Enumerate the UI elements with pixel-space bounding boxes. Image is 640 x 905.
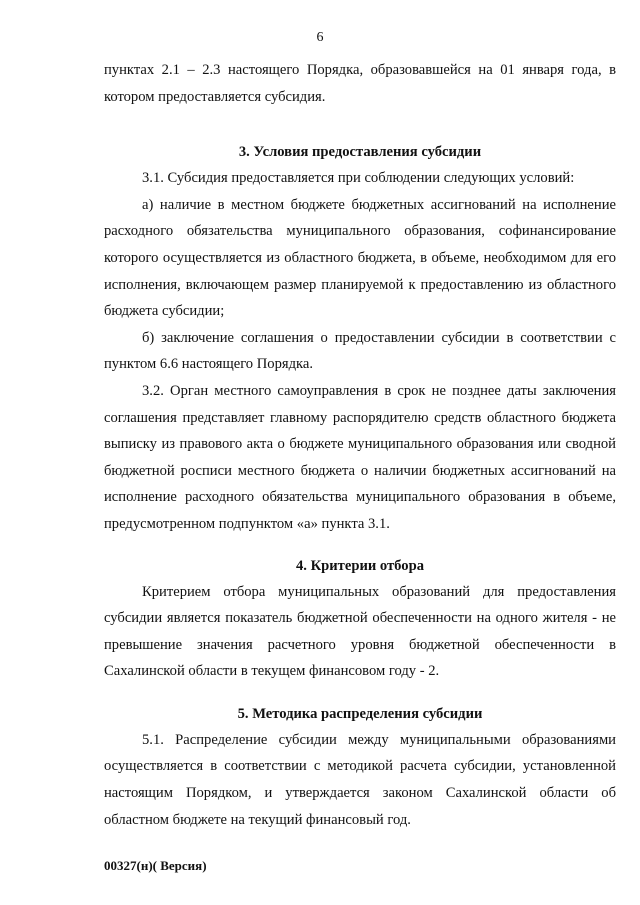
section-3-item-a: а) наличие в местном бюджете бюджетных ассигнований на исполнение расходного обязательства муниципального образования, софинансирование которого осуществляется из областного бюджета, в объеме, необходимом для его исполнения, включающем размер планируемой к предоставлению из областного бюджета субсидии;: [104, 196, 616, 320]
section-3-heading: 3. Условия предоставления субсидии: [238, 144, 482, 161]
document-body: [104, 57, 616, 833]
section-3-paragraph-3-2: 3.2. Орган местного самоуправления в срок не позднее даты заключения соглашения представляет главному распорядителю средств областного бюджета выписку из правового акта о бюджете муниципального образования или сводной бюджетной росписи местного бюджета о наличии бюджетных ассигнований на исполнение расходного обязательства муниципального образования в объеме, предусмотренном подпунктом «а» пункта 3.1.: [104, 382, 616, 532]
section-4-heading: 4. Критерии отбора: [295, 557, 425, 574]
section-5-paragraph-5-1: 5.1. Распределение субсидии между муниципальными образованиями осуществляется в соответствии с методикой расчета субсидии, установленной настоящим Порядком, и утверждается законом Сахалинской области об областном бюджете на текущий финансовый год.: [104, 731, 616, 828]
section-3-paragraph-3-1: 3.1. Субсидия предоставляется при соблюдении следующих условий:: [142, 170, 575, 187]
document-footer-id: 00327(н)( Версия): [104, 858, 207, 873]
section-4-paragraph: Критерием отбора муниципальных образований для предоставления субсидии является показатель бюджетной обеспеченности на одного жителя - не превышение значения расчетного уровня бюджетной обеспеченности в Сахалинской области в текущем финансовом году - 2.: [104, 583, 616, 680]
intro-paragraph: пунктах 2.1 – 2.3 настоящего Порядка, образовавшейся на 01 января года, в котором предоставляется субсидия.: [104, 62, 616, 105]
page-number: 6: [316, 30, 324, 45]
section-3-item-b: б) заключение соглашения о предоставлении субсидии в соответствии с пунктом 6.6 настоящего Порядка.: [104, 329, 616, 373]
section-5-heading: 5. Методика распределения субсидии: [237, 705, 483, 722]
